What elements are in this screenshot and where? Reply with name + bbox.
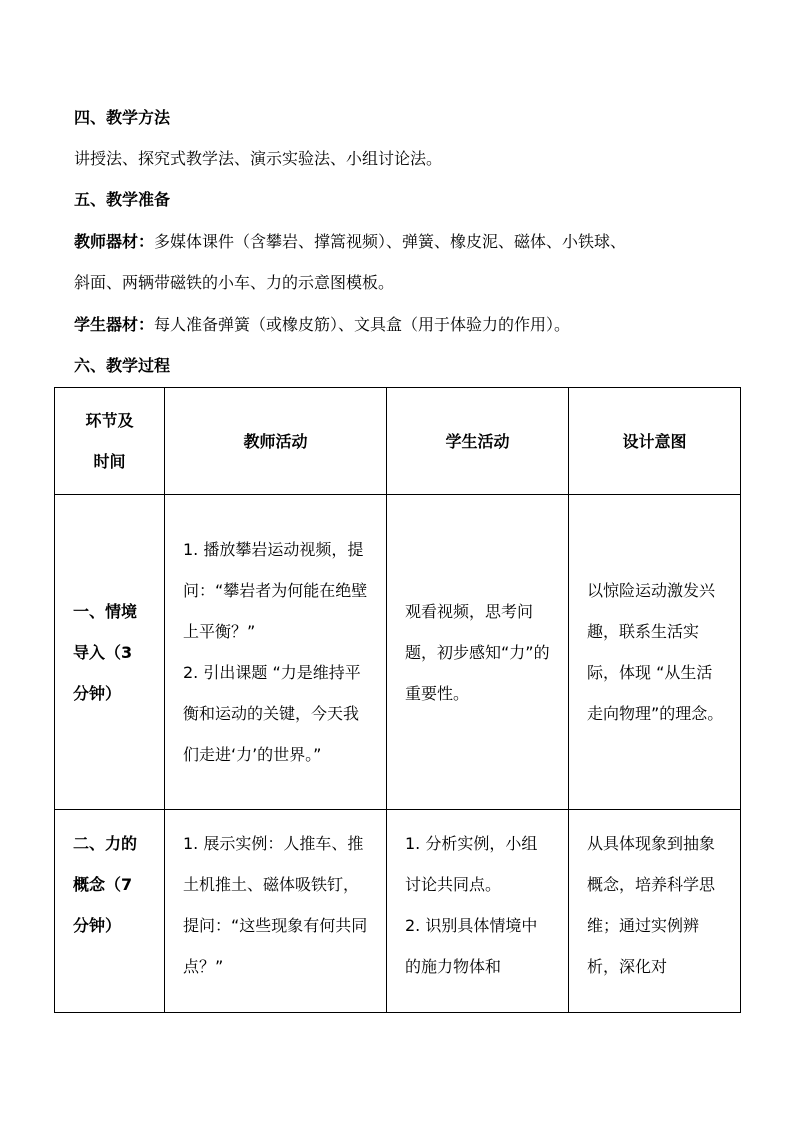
section5-heading: 五、教学准备: [74, 190, 171, 209]
student-activity-cell: 1. 分析实例，小组讨论共同点。 2. 识别具体情境中的施力物体和: [387, 810, 569, 1013]
design-intent-cell: 从具体现象到抽象概念，培养科学思维；通过实例辨析，深化对: [569, 810, 741, 1013]
teacher-equipment-line2: 斜面、两辆带磁铁的小车、力的示意图模板。: [74, 273, 395, 292]
teacher-activity-cell: 1. 播放攀岩运动视频，提问：“攀岩者为何能在绝壁上平衡？” 2. 引出课题 “力是维持平衡和运动的关键，今天我们走进‘力’的世界。”: [165, 495, 387, 810]
header-stage: 环节及 时间: [55, 388, 165, 495]
teaching-process-table: [54, 387, 741, 1013]
section4-heading: 四、教学方法: [74, 108, 171, 127]
design-intent-cell: 以惊险运动激发兴趣，联系生活实际，体现 “从生活走向物理”的理念。: [569, 495, 741, 810]
table-row: [55, 495, 741, 810]
student-equipment-line: [74, 313, 570, 337]
student-equipment-text: 每人准备弹簧（或橡皮筋）、文具盒（用于体验力的作用）。: [154, 315, 571, 334]
section4-text: 讲授法、探究式教学法、演示实验法、小组讨论法。: [74, 149, 443, 168]
teacher-equipment-line1: [74, 230, 626, 254]
student-activity-cell: 观看视频，思考问题，初步感知“力”的重要性。: [387, 495, 569, 810]
stage-cell: 二、力的概念（7分钟）: [55, 810, 165, 1013]
student-equipment-label: 学生器材：: [74, 315, 155, 334]
header-student-activity: 学生活动: [387, 388, 569, 495]
teacher-equipment-label: 教师器材：: [74, 232, 155, 251]
teacher-activity-cell: 1. 展示实例：人推车、推土机推土、磁体吸铁钉，提问：“这些现象有何共同点？”: [165, 810, 387, 1013]
header-teacher-activity: 教师活动: [165, 388, 387, 495]
teacher-equipment-text: 多媒体课件（含攀岩、撑篙视频）、弹簧、橡皮泥、磁体、小铁球、: [154, 232, 627, 251]
table-header-row: [55, 388, 741, 495]
table-row: [55, 810, 741, 1013]
header-design-intent: 设计意图: [569, 388, 741, 495]
stage-cell: 一、情境导入（3分钟）: [55, 495, 165, 810]
section6-heading: 六、教学过程: [74, 356, 171, 375]
